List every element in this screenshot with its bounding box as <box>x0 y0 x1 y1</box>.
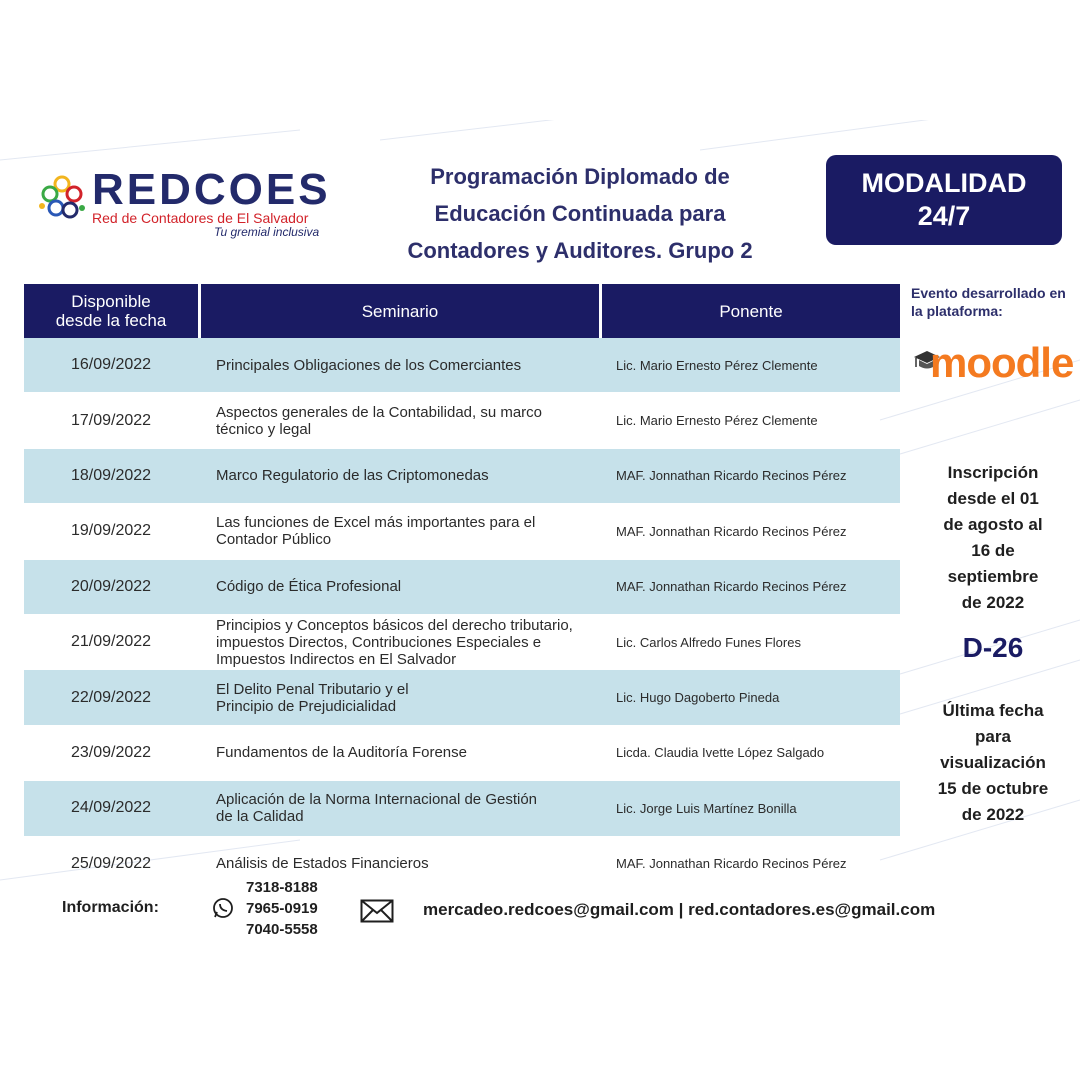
table-row <box>24 338 900 393</box>
header-seminar: Seminario <box>198 284 602 338</box>
row-speaker: Licda. Claudia Ivette López Salgado <box>616 745 825 761</box>
row-date: 20/09/2022 <box>70 577 152 595</box>
row-date: 23/09/2022 <box>70 743 152 761</box>
row-speaker: MAF. Jonnathan Ricardo Recinos Pérez <box>616 523 847 539</box>
row-seminar: Principios y Conceptos básicos del derecho tributario, impuestos Directos, Contribuciones Especiales e Impuestos Indirectos en El Salvador <box>216 616 573 668</box>
row-date: 24/09/2022 <box>70 799 152 817</box>
modality-value: 24/7 <box>917 201 971 231</box>
whatsapp-icon <box>212 897 234 919</box>
course-code: D-26 <box>962 632 1024 663</box>
row-speaker: Lic. Mario Ernesto Pérez Clemente <box>616 357 818 373</box>
platform-caption: Evento desarrollado en la plataforma: <box>911 285 1066 319</box>
table-row <box>24 781 900 836</box>
row-speaker: Lic. Carlos Alfredo Funes Flores <box>616 634 801 650</box>
row-date: 18/09/2022 <box>70 466 152 484</box>
table-row <box>24 449 900 504</box>
row-date: 19/09/2022 <box>70 522 152 540</box>
row-seminar: Código de Ética Profesional <box>216 578 402 596</box>
table-header <box>24 284 900 338</box>
row-date: 22/09/2022 <box>70 688 152 706</box>
row-speaker: Lic. Mario Ernesto Pérez Clemente <box>616 413 818 429</box>
moodle-wordmark: moodle <box>930 339 1074 386</box>
row-seminar: Principales Obligaciones de los Comerciantes <box>216 356 522 374</box>
row-seminar: Fundamentos de la Auditoría Forense <box>216 744 467 762</box>
logo-subtitle: Red de Contadores de El Salvador <box>92 210 309 226</box>
modality-badge <box>826 155 1062 245</box>
row-date: 21/09/2022 <box>70 633 152 651</box>
moodle-logo <box>914 339 1074 391</box>
row-seminar: Las funciones de Excel más importantes para el Contador Público <box>216 514 536 549</box>
row-seminar: Marco Regulatorio de las Criptomonedas <box>216 467 489 485</box>
row-speaker: Lic. Hugo Dagoberto Pineda <box>616 690 780 706</box>
page-title <box>360 158 800 269</box>
row-seminar: Aplicación de la Norma Internacional de Gestión de la Calidad <box>216 791 538 826</box>
row-speaker: MAF. Jonnathan Ricardo Recinos Pérez <box>616 468 847 484</box>
row-seminar: El Delito Penal Tributario y el Principio de Prejudicialidad <box>216 680 409 715</box>
row-seminar: Aspectos generales de la Contabilidad, su marco técnico y legal <box>216 403 543 438</box>
schedule-table <box>24 284 900 892</box>
table-row <box>24 837 900 892</box>
phone-list <box>246 877 318 940</box>
last-view-date: Última fecha para visualización 15 de octubre de 2022 <box>937 701 1049 824</box>
phone-number[interactable]: 7965-0919 <box>246 900 318 917</box>
table-row <box>24 615 900 670</box>
table-row <box>24 670 900 725</box>
info-label: Información: <box>62 899 159 916</box>
phone-number[interactable]: 7318-8188 <box>246 879 318 896</box>
title-line: Educación Continuada para <box>434 201 726 226</box>
redcoes-logo <box>34 165 344 248</box>
table-row <box>24 504 900 559</box>
table-row <box>24 393 900 448</box>
header-date: Disponible desde la fecha <box>55 292 167 330</box>
mail-icon <box>360 899 394 923</box>
phone-number[interactable]: 7040-5558 <box>246 921 318 938</box>
rings-logo-icon <box>34 172 90 228</box>
table-row <box>24 726 900 781</box>
enrollment-period: Inscripción desde el 01 de agosto al 16 de septiembre de 2022 <box>943 463 1043 612</box>
row-speaker: MAF. Jonnathan Ricardo Recinos Pérez <box>616 856 847 872</box>
row-seminar: Análisis de Estados Financieros <box>216 855 429 873</box>
row-date: 16/09/2022 <box>70 356 152 374</box>
header-speaker: Ponente <box>719 301 783 321</box>
row-speaker: MAF. Jonnathan Ricardo Recinos Pérez <box>616 579 847 595</box>
title-line: Programación Diplomado de <box>430 164 730 189</box>
table-body <box>24 338 900 892</box>
row-speaker: Lic. Jorge Luis Martínez Bonilla <box>616 800 797 816</box>
title-line: Contadores y Auditores. Grupo 2 <box>407 238 753 263</box>
contact-emails[interactable]: mercadeo.redcoes@gmail.com | red.contadores.es@gmail.com <box>423 900 936 919</box>
modality-label: MODALIDAD <box>861 168 1027 198</box>
logo-name: REDCOES <box>92 165 331 214</box>
table-row <box>24 560 900 615</box>
logo-tagline: Tu gremial inclusiva <box>214 225 320 239</box>
row-date: 17/09/2022 <box>70 411 152 429</box>
row-date: 25/09/2022 <box>70 854 152 872</box>
